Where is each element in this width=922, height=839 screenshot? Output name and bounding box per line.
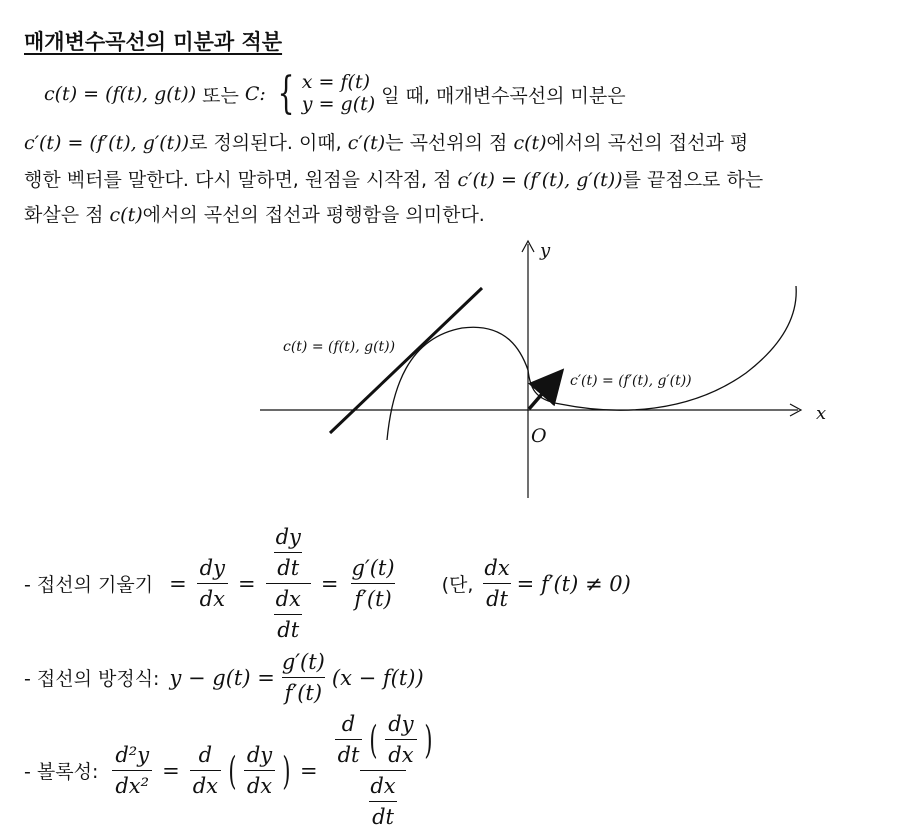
text-segment: 화살은 점 bbox=[24, 204, 104, 226]
text-segment: 행한 벡터를 말한다. 다시 말하면, 원점을 시작점, 점 bbox=[24, 169, 452, 191]
d-over-dx: $\frac{d}{dx}$ bbox=[190, 743, 221, 798]
derivative-definition: c′(t) = (f′(t), g′(t)) bbox=[457, 169, 623, 191]
compound-fraction: $\frac{\frac{dy}{dt}}{\frac{dx}{dt}}$ bbox=[266, 525, 311, 642]
intro-line bbox=[44, 68, 626, 119]
derivative-ratio: $\frac{g'(t)}{f'(t)}$ bbox=[351, 556, 395, 611]
x-equation: x = f(t) bbox=[301, 71, 371, 94]
convexity-compound-fraction: $\frac{d}{dt}$ ( $\frac{dy}{dx}$ ) $\frac{dx}{dt}$ bbox=[328, 712, 439, 829]
text-segment: 로 정의된다. 이때, bbox=[189, 132, 342, 154]
text-segment: 를 끝점으로 하는 bbox=[622, 169, 764, 191]
derivative-vector-arrow bbox=[529, 379, 555, 409]
text-segment: 는 곡선위의 점 bbox=[385, 132, 508, 154]
paragraph-line-4 bbox=[24, 200, 485, 227]
or-text: 또는 bbox=[202, 84, 239, 107]
left-brace: { bbox=[277, 68, 295, 119]
slope-formula: - 접선의 기울기 = $\frac{dy}{dx}$ = $\frac{\frac{dy}{dt}}{\frac{dx}{dt}}$ = $\frac{g'(t)}{f'(t)}$ (단, $\frac{dx}{dt}$ = f′(t) ≠ 0) bbox=[24, 525, 631, 642]
curve-name: C: bbox=[244, 83, 266, 105]
curve-label: c(t) = (f(t), g(t)) bbox=[283, 339, 396, 355]
x-axis-label: x bbox=[816, 403, 827, 424]
point-symbol: c(t) bbox=[109, 204, 143, 226]
tangent-equation bbox=[24, 650, 424, 705]
tangent-lhs: y − g(t) = bbox=[169, 665, 275, 690]
convexity-label: - 볼록성: bbox=[24, 761, 99, 783]
tangent-rhs: (x − f(t)) bbox=[331, 665, 424, 690]
page-title: 매개변수곡선의 미분과 적분 bbox=[24, 30, 283, 54]
dy-over-dx: $\frac{dy}{dx}$ bbox=[244, 743, 275, 798]
dx-over-dt: $\frac{dx}{dt}$ bbox=[484, 556, 510, 611]
second-derivative: $\frac{\text{d²y}}{\text{dx²}}$ bbox=[112, 743, 152, 798]
slope-formula-label: - 접선의 기울기 bbox=[24, 574, 154, 596]
text-segment: 에서의 곡선의 접선과 평 bbox=[546, 132, 749, 154]
derivative-symbol: c′(t) bbox=[347, 132, 386, 154]
text-segment: 에서의 곡선의 접선과 평행함을 의미한다. bbox=[142, 204, 485, 226]
parametric-curve-figure bbox=[250, 238, 830, 503]
dy-over-dx: $\frac{dy}{dx}$ bbox=[197, 556, 228, 611]
convexity-formula: - 볼록성: $\frac{\text{d²y}}{\text{dx²}}$ = $\frac{d}{dx}$ ( $\frac{dy}{dx}$ ) = $\frac{d}{dt}$ ( $\frac{dy}{dx}$ ) $\frac{dx}{dt}$ bbox=[24, 712, 442, 829]
paragraph-line-3 bbox=[24, 165, 763, 192]
intro-tail: 일 때, 매개변수곡선의 미분은 bbox=[381, 84, 626, 107]
point-symbol: c(t) bbox=[513, 132, 547, 154]
tangent-equation-label: - 접선의 방정식: bbox=[24, 668, 160, 690]
vector-label: c′(t) = (f′(t), g′(t)) bbox=[570, 373, 692, 389]
derivative-ratio: $\frac{g'(t)}{f'(t)}$ bbox=[281, 650, 325, 705]
paragraph-line-2 bbox=[24, 128, 748, 155]
parametric-curve bbox=[387, 286, 796, 440]
equation-system bbox=[272, 68, 376, 119]
origin-label: O bbox=[531, 425, 547, 447]
condition-open: (단, bbox=[441, 574, 474, 596]
tangent-line bbox=[330, 288, 482, 433]
condition-rhs: = f′(t) ≠ 0) bbox=[516, 571, 631, 596]
y-equation: y = g(t) bbox=[301, 93, 376, 115]
curve-definition: c(t) = (f(t), g(t)) bbox=[44, 83, 197, 105]
y-axis-label: y bbox=[540, 240, 551, 261]
derivative-definition: c′(t) = (f′(t), g′(t)) bbox=[24, 132, 190, 154]
